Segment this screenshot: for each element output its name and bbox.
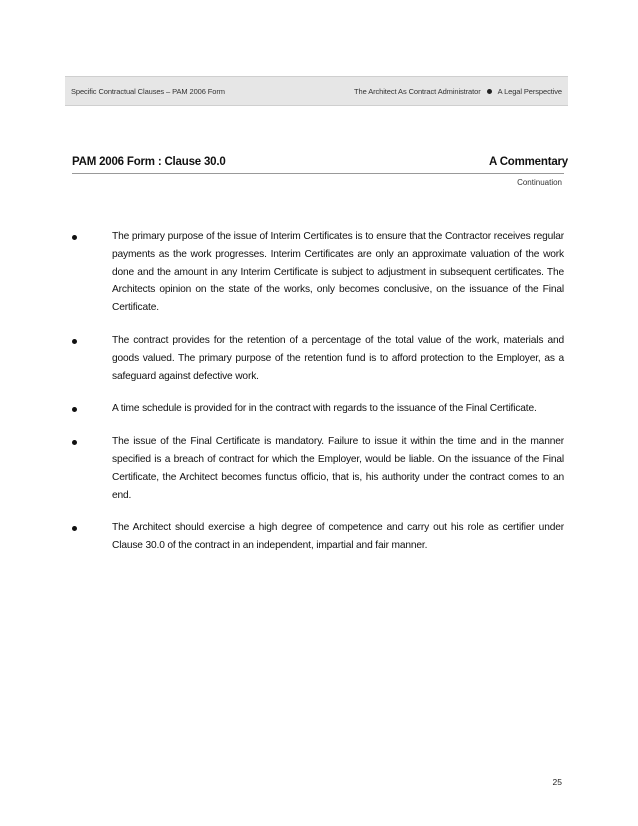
continuation-label: Continuation — [517, 178, 562, 187]
bullet-icon — [72, 526, 77, 531]
bullet-text: The primary purpose of the issue of Interim Certificates is to ensure that the Contractor receives regular payments as the work progresses. Interim Certificates are only an approximate valuation of the work done and the amount in any Interim Certificate is subject to adjustment in subsequent certificates. The Architects opinion on the state of the works, only becomes conclusive, on the issuance of the Final Certificate. — [112, 231, 564, 314]
bullet-icon — [72, 407, 77, 412]
bullet-icon — [72, 235, 77, 240]
header-right-title: The Architect As Contract Administrator — [354, 86, 481, 96]
bullet-icon — [72, 339, 77, 344]
bullet-item — [72, 433, 564, 504]
bullet-text: The Architect should exercise a high degree of competence and carry out his role as certifier under Clause 30.0 of the contract in an independent, impartial and fair manner. — [112, 522, 564, 552]
bullet-item — [72, 400, 564, 418]
section-title-row — [72, 156, 568, 168]
bullet-item — [72, 228, 564, 317]
page-number: 25 — [552, 777, 562, 787]
section-title: PAM 2006 Form : Clause 30.0 — [72, 156, 226, 168]
header-right — [354, 87, 562, 96]
bullet-item — [72, 519, 564, 555]
section-commentary-label: A Commentary — [489, 156, 568, 168]
bullet-text: The issue of the Final Certificate is mandatory. Failure to issue it within the time and in the manner specified is a breach of contract for which the Employer, would be liable. On the issuance of the Final Certificate, the Architect becomes functus officio, that is, his authority under the contract comes to an end. — [112, 436, 564, 501]
header-left-text: Specific Contractual Clauses – PAM 2006 Form — [71, 86, 225, 96]
bullet-icon — [72, 440, 77, 445]
bullet-text: The contract provides for the retention of a percentage of the total value of the work, materials and goods valued. The primary purpose of the retention fund is to afford protection to the Employer, as a safeguard against defective work. — [112, 334, 564, 382]
bullet-dot-icon — [487, 89, 492, 94]
bullet-text: A time schedule is provided for in the contract with regards to the issuance of the Final Certificate. — [112, 403, 537, 415]
running-header — [65, 76, 568, 106]
bullet-list — [72, 228, 564, 555]
header-right-subtitle: A Legal Perspective — [497, 86, 562, 96]
title-divider — [72, 173, 564, 174]
bullet-item — [72, 332, 564, 385]
